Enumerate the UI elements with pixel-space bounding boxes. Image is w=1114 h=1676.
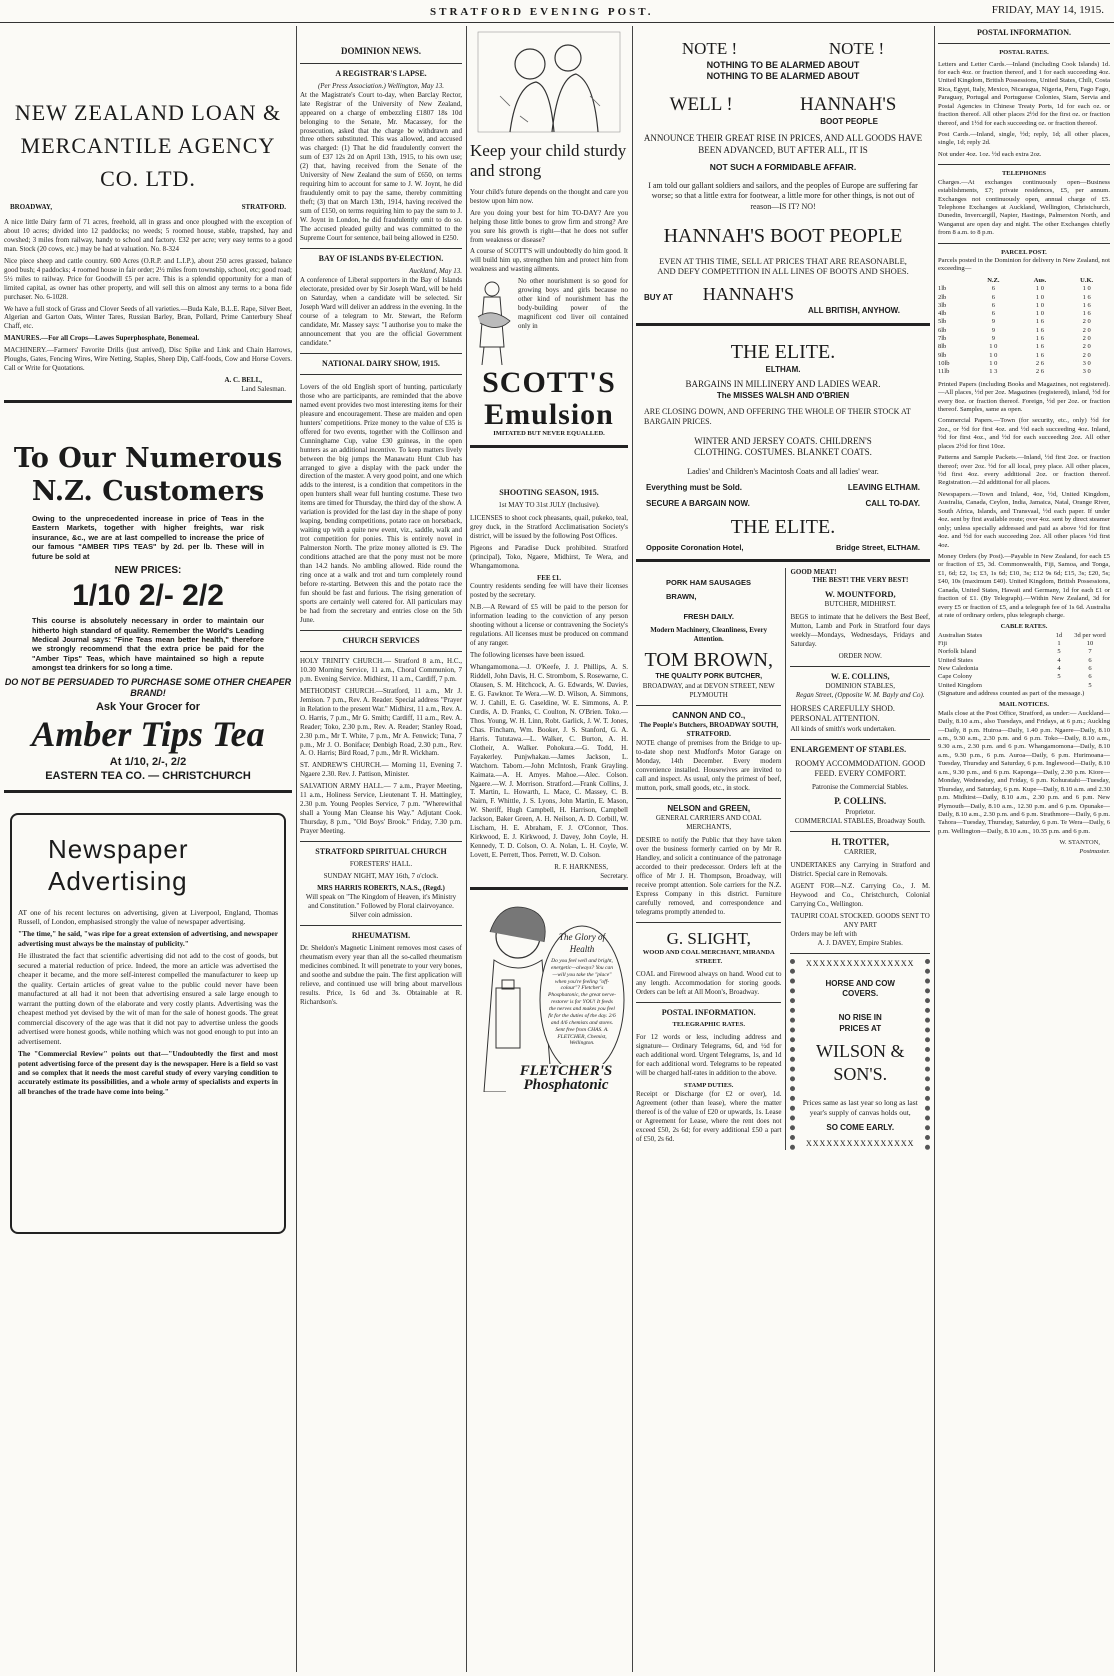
tea-new-prices-label: NEW PRICES: [114,565,182,577]
enlargement-paragraph: ROOMY ACCOMMODATION. GOOD FEED. EVERY COMFORT. [795,758,926,779]
parcel-post-weight: 9lb [938,351,947,359]
advertising-paragraph: The "Commercial Review" points out that—"Undoubtedly the first and most potent advertising force of the present day is the newspaper. Here is a field so vast and so complex that it needs the most careful study of every varying condition to accurately estimate its possibilities, and a whole army of specialists and experts in all branches of the trade have come into being." [18,1049,278,1096]
rheumatism-heading: RHEUMATISM. [351,930,411,940]
cable-note: (Signature and address counted as part of the message.) [938,689,1085,697]
divider [790,831,930,832]
enlargement-patronise: Patronise the Commercial Stables. [812,783,909,792]
parcel-post-cell: 1 6 [1035,326,1045,334]
tom-brown-products: PORK HAM SAUSAGES BRAWN, [666,577,752,601]
hannah-name: HANNAH'S [800,93,897,115]
slight-paragraph: COAL and Firewood always on hand. Wood cut to any length. Accommodation for storing goods. Orders can be left at All Moon's, Broadway. [636,969,782,996]
elite-title: THE ELITE. [730,340,836,363]
parcel-post-weight: 10lb [938,360,950,368]
parcel-post-cell: 2 6 [1035,360,1045,368]
note-heading: NOTE ! [828,39,885,58]
nzl-paragraph: A nice little Dairy farm of 71 acres, freehold, all in grass and once ploughed with the exception of about 10 acres; divided into 12 paddocks; no weeds; 5 roomed house, stable, trapshed, hay and cowshed; 3 miles from railway, handy to school and factory. £32 per acre; very easy terms to a good man. Stock (20 cows, etc.) may be had at valuation. No. 8-324 [4,217,292,253]
scotts-body-row [470,277,628,367]
parcel-post-cell: 9 [991,326,995,334]
registrar-paragraph: At the Magistrate's Court to-day, when Barclay Rector, late Registrar of the University of New Zealand, appeared on a charge of embezzling £1807 18s 10d belonging to the Senate, Mr. Macassey, for the prosecution, asked that the charge be withdrawn and three others substituted. This was allowed, and accused was charged: (1) That he did fraudulently convert the sum of £37 12s 2d on April 13th, 1915, to his own use; (2) that, having received from the Senate of the University of New Zealand the sum of £650, on terms requiring him to account for same to J. W. Joynt, he did fraudulently omit to pay the same, thereby committing theft; (3) that on March 13th, 1914, having received the sum of £150, on terms requiring him to pay the sum to J. W. Joynt in London, he did fraudulently omit to do so. The accused pleaded guilty and was committed to the Supreme Court for sentence, bail being allowed in £250. [300,90,462,242]
masthead-title: STRATFORD EVENING POST. [430,6,654,18]
mail-notices-heading: MAIL NOTICES. [999,701,1049,709]
dairy-show-paragraph: Lovers of the old English sport of hunting, particularly those who are participants, are reminded that the above named event provides two most interesting items for their pleasure and encouragement. These are maiden and open hunters' competitions. Prize money to the value of £35 is offered for two events, together with the Collinson and Cunninghame Cup, value £30 guineas, in the open hunters as an additional incentive. To keep matters lively between the big jumps the Manawatu Hunt Club has arranged to give a display with the pack under the direction of the master. A very good point, and one which adds to the interest, is a condition that competitors in the open hunters shall wear full hunting costume. These two items are timed for Thursday, the third day of the show. A variation is provided for the last day in the shape of pony leaping, bending competitions, potato race on horseback, waiting up with a quite new event, viz., saddle, walk and trot competition for ponies. This is entirely novel in Palmerston North. The prize money allotted is £9. The conditions attached are that the pony must not be more than 14.2 hands. No ambling allowed. Ride round the ring once at a walk and trot and turn completely round before re-starting. Between this and the potato race the fun should be fast and furious. The rising generation of sports are certainly well catered for. All particulars may be had from the secretary and entries close on the 5th June. [300,382,462,624]
postmaster-signature: W. STANTON, [1059,839,1100,847]
parcel-post-cell: 9 [991,335,995,343]
trotter-name: H. TROTTER, [831,836,890,847]
cannon-sub: The People's Butchers, BROADWAY SOUTH, STRATFORD. [639,721,779,739]
nzl-address-left: BROADWAY, [10,203,53,211]
phosphatonic-slogan: The Glory of Health [559,931,605,954]
parcel-post-cell: 3 0 [1082,360,1091,368]
registrar-byline: (Per Press Association.) Wellington, May 13. [317,81,445,90]
commercial-papers-paragraph: Commercial Papers.—Town (for security, etc., only) ½d for 2oz., or ½d for first 4oz. and ½d each succeeding 4oz. Inland, ½d for first 4oz., and ½d for each succeeding 2oz. All other places 2½d for first 10oz. [938,417,1110,450]
divider [790,739,930,740]
column-3 [470,26,628,1672]
nzl-title: NEW ZEALAND LOAN & MERCANTILE AGENCY CO. LTD. [14,100,282,191]
tom-brown-modern: Modern Machinery, Cleanliness, Every Attention. [650,625,768,643]
parcel-post-weight: 3lb [938,301,947,309]
column-1 [4,26,292,1672]
p-collins-place: COMMERCIAL STABLES, Broadway South. [794,816,926,825]
advertising-paragraph: "The time," he said, "was ripe for a great extension of advertising, and newspaper advertising must always be the mainstay of publicity." [18,929,278,948]
cable-destination: United States [938,656,973,664]
parcel-post-cell: 1 0 [1035,301,1045,309]
elite-title: THE ELITE. [730,516,836,539]
dairy-show-heading: NATIONAL DAIRY SHOW, 1915. [322,358,440,368]
border-x-row: XXXXXXXXXXXXXXXX [806,1139,915,1149]
cable-rate [1048,682,1070,690]
telegraphic-paragraph: For 12 words or less, including address and signature— Ordinary Telegrams, 6d, and ½d for each additional word. Urgent Telegrams, 1s, and 1d for each additional word. Telegrams to be repeated will be charged half-rates in addition to the above. [636,1033,782,1078]
masthead-date: FRIDAY, MAY 14, 1915. [991,4,1104,16]
hannah-name: HANNAH'S [702,284,794,305]
parcel-post-cell: 1 6 [1035,318,1045,326]
parcel-post-cell: 1 3 [989,368,998,376]
parcel-post-weight: 2lb [938,293,947,301]
shooting-paragraph: Pigeons and Paradise Duck prohibited. Stratford (principal), Toko, Ngaere, Midhirst, Te Wera, and Whangamomona. [470,543,628,570]
collins-sub: DOMINION STABLES, [825,682,895,691]
scotts-paragraph: Are you doing your best for him TO-DAY? Are you helping those little bones to grow firm and strong? Are you sure his growth is right—that he does not suffer from weakness or disease? [470,208,628,244]
cable-rate: 10 [1086,640,1094,648]
spiritual-church-talk: Will speak on "The Kingdom of Heaven, it's Ministry and Constitution." Followed by Floral clairvoyance. Silver coin admission. [305,893,457,920]
church-services-heading: CHURCH SERVICES [342,635,420,645]
divider [300,841,462,842]
mountford-good-meat: GOOD MEAT! [790,567,837,576]
tom-brown-address: BROADWAY, and at DEVON STREET, NEW PLYMOUTH [642,682,775,700]
enlargement-heading: ENLARGEMENT OF STABLES. [790,744,907,754]
parcel-post-cell: 1 6 [1082,310,1091,318]
parcel-post-cell: 6 [991,285,995,293]
parcel-post-weight: 6lb [938,326,947,334]
postal-info-heading: POSTAL INFORMATION. [661,1007,756,1017]
nelson-green-name: NELSON and GREEN, [667,803,751,813]
cable-rate: 7 [1088,648,1092,656]
hannah-all-british: ALL BRITISH, ANYHOW. [808,306,900,316]
elite-everything-sold: Everything must be Sold. [646,482,743,492]
cable-rate: 6 [1088,665,1092,673]
cannon-paragraph: NOTE change of premises from the Bridge to up-to-date shop next Mudford's Motor Garage on Monday, 14th December. Every modern convenience installed. Housewives are invited to call and inspect. As usual, only the primest of beef, mutton, pork, small goods, etc., in stock. [636,739,782,792]
cable-destination: New Caledonia [938,665,979,673]
tom-brown-fresh: FRESH DAILY. [683,612,735,622]
divider [300,630,462,631]
trotter-paragraph: UNDERTAKES any Carrying in Stratford and District. Special care in Removals. [790,861,930,879]
parcel-post-table [938,277,1110,377]
hannah-soldiers: I am told our gallant soldiers and sailors, and the peoples of Europe are suffering far worse; so that a little extra for footwear, a little more for other things, is not out of reason—IS IT? NO! [648,181,918,211]
parcel-post-weight: 11lb [938,368,950,376]
mother-child-illustration [470,26,628,136]
divider [4,400,292,403]
divider [470,445,628,448]
trotter-role: CARRIER, [844,848,877,857]
patterns-paragraph: Patterns and Sample Packets.—Inland, ½d first 2oz. or fraction thereof; over 2oz. ½d for all local, prey place. All other places, ½d first 4oz. every additional 2oz. or fraction thereof. Registration.—2d additional for all places. [938,454,1110,487]
telegraphic-rates-heading: TELEGRAPHIC RATES. [672,1021,745,1029]
parcel-post-cell: 6 [991,310,995,318]
postal-rates-heading: POSTAL RATES. [999,49,1049,57]
divider [938,43,1110,44]
nelson-green-sub: GENERAL CARRIERS AND COAL MERCHANTS, [655,814,762,832]
parcel-post-weight: 7lb [938,335,947,343]
parcel-post-weight: 5lb [938,318,947,326]
newspapers-paragraph: Newspapers.—Town and Inland, 4oz, ½d, United Kingdom, Australia, Canada, Ceylon, India, Jamaica, Natal, Orange River, South Africa, Islands, and Transvaal, ½d each paper. If under 4oz. sent by first available route; over 4oz. sent by direct steamer only; unless specially addressed and paid as above ½d for first 4oz. and ½d for each succeeding 2oz. All other places ½d first 4oz. [938,490,1110,549]
scotts-emulsion-logo: SCOTT'S Emulsion [482,366,616,431]
border-x-row: XXXXXXXXXXXXXXXX [806,958,915,968]
parcel-post-cell: 9 [991,318,995,326]
nzl-signature: A. C. BELL, [224,376,262,385]
tea-ask-grocer: Ask Your Grocer for [95,700,201,713]
wilson-horse-cow: HORSE AND COW COVERS. [825,978,895,999]
parcel-post-col-header: Aus. [1033,276,1047,284]
by-election-paragraph: A conference of Liberal supporters in the Bay of Islands electorate, presided over by Sir Joseph Ward, will be held on Saturday, when a candidate will be selected. Sir Joseph Ward will deliver an address in the evening. In the course of a telegram to Mr. Stewart, the Reform candidate, Mr. Massey says: "I authorise you to make the announcement that you are the official Government candidate." [300,276,462,347]
shooting-paragraph: N.B.—A Reward of £5 will be paid to the person for information leading to the conviction of any person shooting without a license or contravening the Society's regulations. All licenses must be produced on command of any ranger. [470,603,628,648]
church-notice: SALVATION ARMY HALL.— 7 a.m., Prayer Meeting, 11 a.m., Holiness Service, Lieutenant T. H. Mattingley, 2.30 p.m. Young Peoples Service, 7 p.m. "Wherewithal shall a Young Man Cleanse his Way." Adjutant Cook. Thursday, 8 p.m., "Old Boys' Brook." Friday, 7.30 p.m. Prayer Meeting. [300,782,462,836]
cable-rate: 3d per word [1074,631,1106,639]
parcel-post-cell: 2 6 [1035,368,1045,376]
by-election-byline: Auckland, May 13. [409,267,462,276]
elite-secure-bargain: SECURE A BARGAIN NOW. [646,499,750,509]
shooting-signature-role: Secretary. [600,872,628,881]
cable-rate: 5 [1057,648,1061,656]
nzl-paragraph: MACHINERY.—Farmers' Favorite Drills (just arrived), Disc Spike and Link and Chain Harrows, Ploughs, Gates, Fencing Wires, Wire Netting, Staples, Sheep Dip, Calf-foods, Cow and Horse Covers. Call or Write for Quotations. [4,346,292,373]
tea-prices: 1/10 2/- 2/2 [72,579,224,613]
trotter-agent: AGENT FOR—N.Z. Carrying Co., J. M. Heywood and Co., Christchurch, Colonial Carrying Co., Wellington. [790,882,930,908]
scotts-tagline: IMITATED BUT NEVER EQUALLED. [493,430,605,438]
tea-headline: To Our Numerous N.Z. Customers [13,443,283,507]
shooting-season-heading: SHOOTING SEASON, 1915. [499,487,599,497]
church-notice: HOLY TRINITY CHURCH.— Stratford 8 a.m., H.C., 10.30 Morning Service, 11 a.m., Choral Communion, 7 p.m. Evening Service. Midhirst, 11 a.m., Cardiff, 7 p.m. [300,656,462,683]
parcel-post-cell: 1 6 [1035,351,1045,359]
elite-call-today: CALL TO-DAY. [865,499,920,509]
p-collins-name: P. COLLINS. [834,796,887,807]
divider [636,559,930,562]
divider [636,922,781,923]
column-rule [466,26,467,1672]
cable-rate: 4 [1057,656,1061,664]
collins-smith: All kinds of smith's work undertaken. [790,724,896,733]
parcel-post-col-header: U.K. [1080,276,1094,284]
divider [636,323,930,326]
spiritual-church-date: SUNDAY NIGHT, MAY 16th, 7 o'clock. [323,872,439,881]
cable-destination: Fiji [938,640,948,648]
parcel-post-weight: 4lb [938,310,947,318]
hannah-even: EVEN AT THIS TIME, SELL AT PRICES THAT ARE REASONABLE, AND DEFY COMPETITION IN ALL LINES OF BOOTS AND SHOES. [657,255,909,277]
shooting-fee: FEE £1. [536,573,562,582]
parcel-post-cell: 1 0 [1082,285,1091,293]
divider [636,798,781,799]
parcel-post-cell: 1 6 [1082,293,1091,301]
mountford-best: THE BEST! THE VERY BEST! [812,576,909,585]
parcel-post-cell: 1 0 [1035,293,1045,301]
parcel-post-cell: 1 6 [1035,335,1045,343]
collins-street: Regan Street, (Opposite W. M. Bayly and Co). [795,691,925,700]
parcel-post-paragraph: Parcels posted in the Dominion for delivery in New Zealand, not exceeding— [938,257,1110,273]
parcel-post-cell: 2 0 [1082,343,1091,351]
elite-town: ELTHAM. [765,365,801,375]
phosphatonic-logo: FLETCHER'S Phosphatonic [506,1064,626,1093]
parcel-post-cell: 6 [991,301,995,309]
cable-rate: 6 [1088,656,1092,664]
money-orders-paragraph: Money Orders (by Post).—Payable in New Zealand, for each £5 or fraction of £5, 3d. Commonwealth, Fiji, Samoa, and Tonga, £1, 6d; £2, 1s; £3, 1s 6d; £10, 3s; £12 9s 6d; £15, 3s; £20, 5s; £40, 10s (maximum £40). United Kingdom, British Possessions, Canada, United States, Hawaii and Germany, 1d for each £1 or fraction of £1. (By Telegraph).—Within New Zealand, 3d for every £5 or fraction of £5, and a telegraph fee of 1s 6d. Australia at rate of ordinary orders, plus telegraph charge. [938,552,1110,620]
nzl-paragraph: MANURES.—For all Crops—Lawes Superphosphate, Bonemeal. [4,334,200,343]
parcel-post-cell: 1 0 [989,351,998,359]
trotter-davey: A. J. DAVEY, Empire Stables. [817,938,903,947]
hannah-alarmed-line: NOTHING TO BE ALARMED ABOUT [706,71,860,82]
shooting-paragraph: LICENSES to shoot cock pheasants, quail, pukeko, teal, grey duck, in the Stratford Acclimatisation Society's district, will be issued by the following Post Offices. [470,513,628,540]
nzl-address-right: STRATFORD. [241,203,286,211]
parcel-post-heading: PARCEL POST. [1001,248,1047,256]
wilson-sons-ad [790,959,930,1150]
advertising-paragraph: AT one of his recent lectures on advertising, given at Liverpool, England, Thomas Russell, of London, emphasised strongly the value of newspaper advertising. [18,907,278,926]
divider [300,353,462,354]
mountford-paragraph: BEGS to intimate that he delivers the Best Beef, Mutton, Lamb and Pork in Stratford four days weekly—Mondays, Wednesdays, Fridays and Saturday. [790,613,930,649]
mountford-name: W. MOUNTFORD, [824,589,896,600]
by-election-heading: BAY OF ISLANDS BY-ELECTION. [318,253,444,263]
hannah-not-such: NOT SUCH A FORMIDABLE AFFAIR. [709,162,857,173]
slight-name: G. SLIGHT, [666,928,751,948]
cannon-name: CANNON AND CO., [672,710,746,720]
parcel-post-col-header: N.Z. [987,276,1000,284]
parcel-post-cell: 1 6 [1035,343,1045,351]
cable-rate: 1d [1055,631,1063,639]
hannah-announce: ANNOUNCE THEIR GREAT RISE IN PRICES, AND ALL GOODS HAVE BEEN ADVANCED, BUT AFTER ALL, IT IS [643,133,923,155]
elite-street: Bridge Street, ELTHAM. [835,542,920,552]
newspaper-advertising-box [10,813,286,1234]
elite-closing: ARE CLOSING DOWN, AND OFFERING THE WHOLE OF THEIR STOCK AT BARGAIN PRICES. [644,407,911,427]
cable-destination: United Kingdom [938,681,982,689]
spiritual-church-speaker: MRS HARRIS ROBERTS, N.A.S., (Regd.) [317,884,445,893]
column-2 [300,26,462,1672]
hannah-well-row [636,93,930,117]
hannah-buy-row [644,283,922,306]
column-4-left [636,568,786,1150]
column-4-right [786,568,930,1150]
postal-information-heading: POSTAL INFORMATION. [977,28,1071,37]
phosphatonic-ad [470,896,628,1092]
shooting-paragraph: Country residents sending fee will have their licenses posted by the secretary. [470,582,628,600]
elite-address-row [646,543,920,553]
tea-paragraph: This course is absolutely necessary in order to maintain our hitherto high standard of quality. Remember the World's Leading Medical Journal says: "Fine Teas mean better health," therefore we strongly recommend that the extra price be paid for the "Amber Tips" Teas, which have maintained so high a repute amongst tea drinkers for so long a time. [32,616,264,673]
cable-rate: 6 [1088,673,1092,681]
divider [938,164,1110,165]
column-4-lower [636,568,930,1150]
telephones-heading: TELEPHONES [1001,170,1047,178]
scotts-headline: Keep your child sturdy and strong [470,140,627,181]
cable-rate: 1 [1057,640,1061,648]
trotter-orders: Orders may be left with [790,929,857,938]
parcel-post-weight: 1lb [938,285,947,293]
advertising-paragraph: He illustrated the fact that scientific advertising did not add to the cost of goods, but secured a material reduction of price. Indeed, the more an article was advertised the cheaper it became, and the more self-interest compelled the manufacturer to keep up the quality. Certain articles of great value to the public could never have been manufactured at all had it not been that advertising ensured a sale large enough to warrant the putting down of the elaborate and very costly plants. Advertising was the cheapest method yet devised by the wit of man for the sale of honest goods. The great commercial discovery of the age was that it did not pay to advertise unless the goods advertised were honest goods, while nothing which was not good enough to put into an advertisement. [18,951,278,1046]
elite-sale-row [646,483,920,493]
spiritual-church-hall: FORESTERS' HALL. [349,860,413,869]
tom-brown-role: THE QUALITY PORK BUTCHER, [655,673,763,681]
shooting-paragraph: The following licenses have been issued. [470,651,585,660]
tea-warning: DO NOT BE PERSUADED TO PURCHASE SOME OTHER CHEAPER BRAND! [4,676,292,699]
postmaster-role: Postmaster. [1079,847,1110,855]
well-heading: WELL ! [669,93,733,115]
divider [300,248,462,249]
wilson-name: WILSON & SON'S. [815,1040,905,1084]
postcards-paragraph: Post Cards.—Inland, single, ½d; reply, 1d; all other places, single, 1d; reply 2d. [938,131,1110,147]
cable-destination: Norfolk Island [938,648,977,656]
parcel-post-cell: 2 0 [1082,326,1091,334]
tom-brown-name: TOM BROWN, [644,648,773,671]
parcel-post-cell: 1 0 [1035,310,1045,318]
advertising-title: Newspaper Advertising [48,833,189,896]
column-rule [934,26,935,1672]
letters-paragraph: Letters and Letter Cards.—Inland (including Cook Islands) 1d. for each 4oz. or fraction thereof, and 1 for each succeeding 4oz. United Kingdom, British Possessions, United States, Chili, Costa Rica, Egypt, Italy, Mexico, Nicaragua, Nigeria, Peru, Fago Fago, Paraguay, Portugal and Portuguese Colonies, Siam, Servia and Postal Agencies in Chinese Treaty Ports, 1d for each oz. or fraction thereof. All other places 2½d for the first oz. or fraction thereof, and 1½d for each succeeding oz. or fraction thereof. [938,60,1110,127]
divider [300,651,462,652]
cable-rate: 5 [1057,673,1061,681]
parcel-post-cell: 1 0 [989,360,998,368]
church-notice: METHODIST CHURCH.—Stratford, 11 a.m., Mr J. Jemison. 7 p.m., Rev. A. Reader. Special address "Prayer in Relation to the present War." Midhirst, 11 a.m., Rev. A. O. Harris, 7 p.m., Mr G. Smith; Cardiff, 11 a.m., Rev. A. Reader; Toko, 2.30 p.m., Rev. A. Reader; Stanley Road, 2.30 p.m., Mr T. White, 7 p.m., Mr A. Fenwick; Tuna, 7 p.m., Mr J. O. Boniface; Denbigh Road, 2.30 p.m., Rev. A. O. Harris; Bird Road, 7 p.m., Mr R. Wickham. [300,686,462,758]
masthead [0,0,1114,23]
parcel-post-cell: 3 0 [1082,368,1091,376]
parcel-post-cell: 6 [991,293,995,301]
cable-rates-table [938,632,1110,690]
tea-price-line: At 1/10, 2/-, 2/2 [109,756,187,769]
parcel-post-cell: 2 0 [1082,318,1091,326]
hannah-boot-people-heading: HANNAH'S BOOT PEOPLE [663,224,903,247]
column-rule [296,26,297,1672]
parcel-post-cell: 2 0 [1082,335,1091,343]
rheumatism-paragraph: Dr. Sheldon's Magnetic Liniment removes most cases of rheumatism every year than all the so-called rheumatism medicines combined. It will penetrate to your very bones, and soothe and subdue the pain. The first application will relieve, and continued use will bring about marvellous results. Price, 1s 6d and 3s. Obtainable at R. Richardson's. [300,944,462,1006]
mountford-order: ORDER NOW. [838,652,882,661]
hannah-alarmed-line: NOTHING TO BE ALARMED ABOUT [706,59,860,70]
hannah-note-row [636,38,930,60]
nzl-signature-role: Land Salesman. [241,385,286,394]
column-4 [636,26,930,1672]
scotts-paragraph: No other nourishment is so good for growing boys and girls because no other kind of nourishment has the body-building power of the magnificent cod liver oil contained only in [518,277,628,331]
collins-horses: HORSES CAREFULLY SHOD. PERSONAL ATTENTION. [790,704,895,724]
elite-sale-row [646,499,920,509]
parcel-post-weight: 8lb [938,343,947,351]
parcel-post-cell: 2 0 [1082,351,1091,359]
cable-rate: 4 [1057,665,1061,673]
mail-notices-paragraph: Mails close at the Post Office, Stratford, as under:— Auckland—Daily, 8.10 a.m., also Tuesdays, and Fridays, at 6 p.m.; Aucklng—Daily, 8 p.m. Huiroa—Daily, 1.40 p.m. Ngaere—Daily, 8.10 a.m., 9.30 a.m., 2.30 p.m. and 6 p.m. Toko—Daily, 8.10 a.m., 9.30 a.m., 2.30 p.m. and 6 p.m. Whangamomona—Daily, 8.10 a.m., 9.30 p.m., 6 p.m. Auroa—Daily, 6 p.m. Hurimoana—Tuesday, Thursday and Saturday, 6 p.m. Inglewood—Daily, 8.10 a.m., 9.30 p.m., and 6 p.m. Kaponga—Daily, 2.30 p.m. Kiore—Monday, Wednesday, and Friday, 6 p.m. Kohuratahi—Tuesday, Thursday, and Saturday, 6 p.m. Kupe—Daily, 8.10 a.m. and 2.30 p.m. Midhirst—Daily, 8.10 a.m., 2.30 p.m. and 6 p.m. New Plymouth—Daily, 8.10 a.m., 12.30 p.m. and 6 p.m. Opunake—Daily, 8.10 a.m., 2.30 p.m. and 6 p.m. Strathmore—Daily, 6 p.m. Tahora—Tuesday, Thursday, Saturday, 6 p.m. Te Wera—Daily, 6 p.m. Wellington—Daily, 8.10 a.m., 10.35 p.m. and 6 p.m. [938,709,1110,835]
wilson-come-early: SO COME EARLY. [826,1123,895,1133]
divider [4,790,292,793]
mountford-role: BUTCHER, MIDHIRST. [824,600,896,609]
scotts-paragraph: A course of SCOTT'S will undoubtedly do him good. It will build him up, strengthen him and protect him from weakness and wasting ailments. [470,247,628,274]
spiritual-church-heading: STRATFORD SPIRITUAL CHURCH [315,847,447,857]
buy-at-label: BUY AT [644,293,673,303]
trotter-coal: TAUPIRI COAL STOCKED. GOODS SENT TO ANY PART [790,911,930,929]
divider [470,887,628,890]
parcel-post-cell: 1 6 [1082,301,1091,309]
divider [300,925,462,926]
shooting-signature: R. F. HARKNESS, [554,863,608,872]
p-collins-role: Proprietor. [845,807,876,816]
parcel-post-cell: 1 0 [989,343,998,351]
hannah-boot-people: BOOT PEOPLE [820,117,878,127]
note-heading: NOTE ! [681,39,738,58]
printed-papers-paragraph: Printed Papers (including Books and Magazines, not registered).—All places, ½d per 2oz. Magazines (registered), inland, ½d for every 8oz. or fraction thereof. Foreign, ½d per 2oz. or fraction thereof. Samples, same as open. [938,380,1110,413]
telephones-paragraph: Charges.—At exchanges continuously open—Business establishments, £7; private residences, £5, per annum. Exchanges not continuously open, annual charge of £5. Telephone Exchanges at Auckland, Wellington, Christchurch, Dunedin, Invercargill, Napier, Hastings, Palmerston North, and Wanganui are open day and night. The other Exchanges chiefly from 8 a.m. to 8 p.m. [938,178,1110,237]
elite-stock-list: WINTER AND JERSEY COATS. CHILDREN'S CLOTHING. COSTUMES. BLANKET COATS. [694,435,872,458]
tea-company: EASTERN TEA CO. — CHRISTCHURCH [45,770,251,783]
elite-proprietors: The MISSES WALSH AND O'BRIEN [716,390,850,400]
shooting-licensees: Whangamomona.—J. O'Keefe, J. J. Phillips, A. S. Riddell, John Davis, H. C. Strombom, S. Rosewarne, C. Olausen, S. M. Hitchcock, A. G. Edwards, W. Davies, E. G. Fawknor. Te Wera.—W. D. Wilson, A. Simmons, W. J. Cahill, E. G. Caseldine, W. E. Simmons, A. P. Curdis, A. D. Franks, C. Coulton, N. O'Brien. Toko.—Thos. Young, W. H. Linn, Robt. Garlick, J. W. T. Jones, Chas. Fincham, Wm. Booker, J. S. Stanford, G. A. Harris. Tututawa.—L. Walker, C. Burton, A. H. Clotheir, A. Walker. Pohokura.—G. Todd, H. Fayakerley. Punjwhakau.—James Jackson, L. Watchorn. Taborn.—John McIntosh, Frank Grayling. Kaimata.—A. H. Amyes. Mahoe.—Alec. Colson. Ngaere.—W. J. Morrison. Stratford.—Frank Collins, J. T. Martin, L. Howarth, L. Mace, C. Massey, C. B. Nairn, F. Whittle, J. S. Lyons, John Martin, E. Mason, W. Sheriff, Hugh Campbell, H. Harrison, Campbell Jackson, Baker Green, A. H. Neilson, A. D. Corbill, W. Lischam, H. E. Abraham, F. J. O'Connor, Thos. Kirkwood, E. J. Kirkwood, J. Davey, John Coyle, H. Kennedy, T. D. Colson, O. A. Nolan, L. H. Coyle, W. Lovett, E. Perrett, Thos. Perrett, W. D. Colson. [470,663,628,860]
divider [938,243,1110,244]
cable-rates-heading: CABLE RATES. [1000,623,1048,631]
collins-name: W. E. COLLINS, [830,672,890,682]
nzl-paragraph: Nice piece sheep and cattle country. 600 Acres (O.R.P. and L.I.P.), about 250 acres grassed, balance good bush; 4 paddocks; 4 roomed house in fair order; 2½ miles from township, school, etc; good road; 5½ miles to railway. Price for Goodwill £5 per acre. This is a splendid opportunity for a man of limited capital, as owner has other property, and will sell this on almost any terms to a bona fide purchaser. No. 6-1028. [4,256,292,301]
divider [300,374,462,375]
tea-paragraph: Owing to the unprecedented increase in price of Teas in the Eastern Markets, together with higher freights, war risk insurance, &c., we are at last compelled to increase the price of our famous "AMBER TIPS TEAS" by 2d. per lb. These will in future be sold at [32,513,264,561]
column-rule [632,26,633,1672]
parcel-post-corner [938,277,970,285]
nzl-address [10,203,286,212]
cable-rate: 5 [1088,681,1092,689]
stamp-duties-heading: STAMP DUTIES. [684,1082,734,1090]
divider [790,953,930,954]
elite-bargains: BARGAINS IN MILLINERY AND LADIES WEAR. [685,379,881,390]
slight-sub: WOOD AND COAL MERCHANT, MIRANDA STREET. [642,949,775,965]
elite-opposite: Opposite Coronation Hotel, [646,542,744,552]
divider [636,705,781,706]
stamp-duties-paragraph: Receipt or Discharge (for £2 or over), 1d. Agreement (other than lease), where the matter thereof is of the value of £20 or upwards, 1s. Lease or Agreement for Lease, where the rent does not exceed £50, 2s 6d; for every additional £50 a part of £50, 2s 6d. [636,1090,782,1144]
divider [636,1002,781,1003]
wilson-no-rise: NO RISE IN PRICES AT [838,1013,882,1033]
elite-macintosh: Ladies' and Children's Macintosh Coats and all ladies' wear. [687,466,879,476]
registrar-heading: A REGISTRAR'S LAPSE. [335,68,427,78]
phosphatonic-paragraph: Do you feel well and bright, energetic—always? You can —will you take the "place" when you're feeling "off-colour"? Fletcher's Phosphatonic, the great nerve-restorer is for YOU! It feeds the nerves and makes you feel fit for the duties of the day. 2/6 and 4/6 chemists and stores. Sent free from CHAS. A. FLETCHER, Chemist, Wellington. [548,957,616,1047]
tea-brand-logo: Amber Tips Tea [31,713,265,754]
cable-destination: Cape Colony [938,673,973,681]
divider [300,63,462,64]
parcel-post-cell: 1 0 [1035,285,1045,293]
nelson-green-paragraph: DESIRE to notify the Public that they have taken over the business formerly carried on by Mr R. Handley, and solicit a continuance of the patronage accorded to their predecessor. Orders left at the office of Mr J. H. Thompson, Broadway, will receive prompt attention. Sole carriers for the N.Z. Express Company in this district. Furniture carefully removed, and correspondence and telegrams promptly attended to. [636,835,782,916]
cable-destination: Australian States [938,631,983,639]
shooting-season-dates: 1st MAY TO 31st JULY (Inclusive). [498,500,600,509]
wilson-paragraph: Prices same as last year so long as last year's supply of canvas holds out, [802,1097,918,1117]
divider [790,666,930,667]
nzl-paragraph: We have a full stock of Grass and Clover Seeds of all varieties.—Buda Kale, B.L.E. Rape, Silver Beet, Algerian and Garton Oats, Winter Tares, Russian Barley, Bran, Pollard, Prime Canterbury Sheaf Chaff, etc. [4,304,292,331]
elite-leaving: LEAVING ELTHAM. [847,482,920,492]
column-5 [938,26,1110,1672]
scotts-paragraph: Your child's future depends on the thought and care you bestow upon him now. [470,187,628,205]
church-notice: ST. ANDREW'S CHURCH.— Morning 11, Evening 7. Ngaere 2.30. Rev. J. Pattison, Minister. [300,761,462,779]
under-paragraph: Not under 4oz. 1oz. ½d each extra 2oz. [938,150,1042,158]
dominion-news-heading: DOMINION NEWS. [340,46,421,56]
fisherman-logo [470,277,514,367]
